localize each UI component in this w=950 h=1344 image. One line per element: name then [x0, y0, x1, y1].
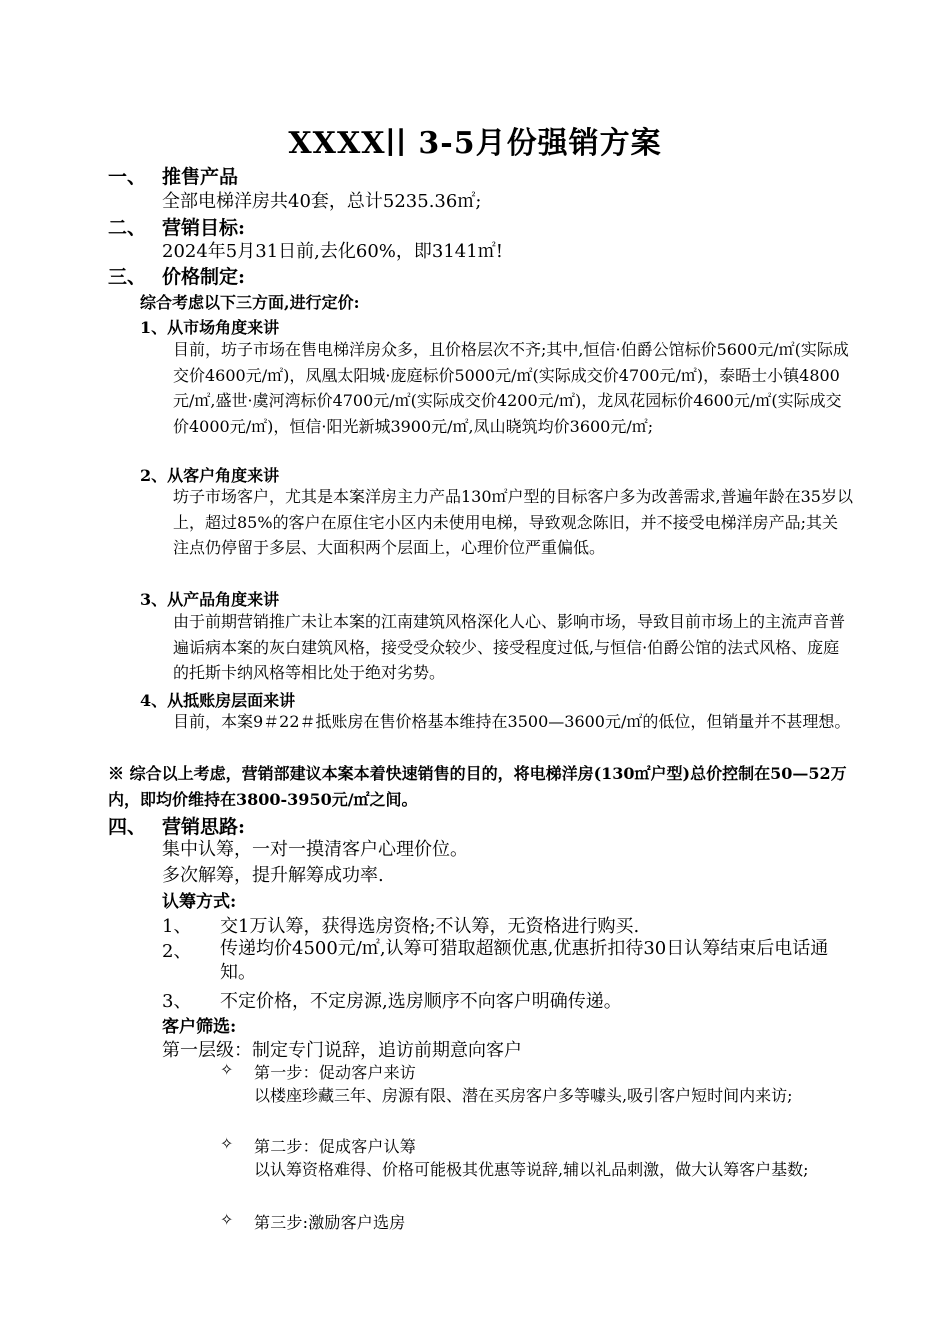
section-1-text: 全部电梯洋房共40套，总计5235.36㎡; — [162, 191, 482, 212]
method-number-1: 1、 — [162, 916, 192, 937]
section-heading-4: 营销思路: — [162, 816, 246, 838]
subsection-text-offset-housing: 目前，本案9＃22＃抵账房在售价格基本维持在3500—3600元/㎡的低位，但销量并不甚理想。 — [173, 712, 851, 731]
section-heading-1: 推售产品 — [162, 166, 239, 188]
section-number-4: 四、 — [108, 816, 147, 838]
section-heading-3: 价格制定: — [162, 266, 246, 288]
section-number-1: 一、 — [108, 166, 147, 188]
step-text-1: 以楼座珍藏三年、房源有限、潜在买房客户多等噱头,吸引客户短时间内来访; — [254, 1086, 793, 1105]
pricing-conclusion-note: ※ 综合以上考虑，营销部建议本案本着快速销售的目的，将电梯洋房(130㎡户型)总价控制在50—52万内，即均价维持在3800-3950元/㎡之间。 — [108, 764, 847, 809]
method-text-3: 不定价格，不定房源,选房顺序不向客户明确传递。 — [220, 991, 622, 1012]
subsection-title-customer: 2、从客户角度来讲 — [140, 466, 280, 485]
subsection-title-market: 1、从市场角度来讲 — [140, 318, 280, 337]
section-number-3: 三、 — [108, 266, 147, 288]
step-text-2: 以认筹资格难得、价格可能极其优惠等说辞,辅以礼品刺激，做大认筹客户基数; — [254, 1160, 809, 1179]
pricing-intro: 综合考虑以下三方面,进行定价: — [140, 293, 360, 312]
strategy-line-2: 多次解筹，提升解筹成功率. — [162, 865, 384, 886]
document-title: XXXX∣∣ 3-5月份强销方案 — [288, 126, 662, 161]
step-label-2: 第二步：促成客户认筹 — [254, 1137, 417, 1156]
customer-filter-heading: 客户筛选: — [162, 1017, 237, 1037]
method-number-3: 3、 — [162, 991, 192, 1012]
section-2-text: 2024年5月31日前,去化60%，即3141㎡! — [162, 241, 503, 262]
subsection-text-product: 由于前期营销推广未让本案的江南建筑风格深化人心、影响市场，导致目前市场上的主流声音普遍诟病本案的灰白建筑风格，接受受众较少、接受程度过低,与恒信·伯爵公馆的法式风格、庞庭的托斯卡纳风格等相比处于绝对劣势。 — [173, 612, 846, 682]
section-number-2: 二、 — [108, 217, 147, 239]
subsection-text-market: 目前，坊子市场在售电梯洋房众多，且价格层次不齐;其中,恒信·伯爵公馆标价5600元/㎡(实际成交价4600元/㎡)，凤凰太阳城·庞庭标价5000元/㎡(实际成交价4700元/㎡)，泰晤士小镇4800元/㎡,盛世·虞河湾标价4700元/㎡(实际成交价4200元/㎡)，龙凤花园标价4600元/㎡(实际成交价4000元/㎡)，恒信·阳光新城3900元/㎡,凤山晓筑均价3600元/㎡; — [173, 340, 849, 436]
subsection-title-offset-housing: 4、从抵账房层面来讲 — [140, 691, 296, 710]
diamond-bullet-icon: ✧ — [220, 1210, 234, 1229]
diamond-bullet-icon: ✧ — [220, 1060, 234, 1079]
strategy-line-1: 集中认筹，一对一摸清客户心理价位。 — [162, 839, 468, 860]
method-number-2: 2、 — [162, 941, 192, 962]
method-text-2: 传递均价4500元/㎡,认筹可猎取超额优惠,优惠折扣待30日认筹结束后电话通知。 — [220, 938, 829, 983]
subsection-text-customer: 坊子市场客户，尤其是本案洋房主力产品130㎡户型的目标客户多为改善需求,普遍年龄在35岁以上，超过85%的客户在原住宅小区内未使用电梯，导致观念陈旧，并不接受电梯洋房产品;其关注点仍停留于多层、大面积两个层面上，心理价位严重偏低。 — [173, 487, 853, 557]
subscription-method-heading: 认筹方式: — [162, 892, 237, 912]
step-label-3: 第三步:激励客户选房 — [254, 1213, 406, 1232]
step-label-1: 第一步：促动客户来访 — [254, 1063, 417, 1082]
method-text-1: 交1万认筹，获得选房资格;不认筹，无资格进行购买. — [220, 916, 640, 937]
subsection-title-product: 3、从产品角度来讲 — [140, 590, 280, 609]
section-heading-2: 营销目标: — [162, 217, 246, 239]
filter-level-1: 第一层级：制定专门说辞，追访前期意向客户 — [162, 1040, 522, 1061]
diamond-bullet-icon: ✧ — [220, 1134, 234, 1153]
